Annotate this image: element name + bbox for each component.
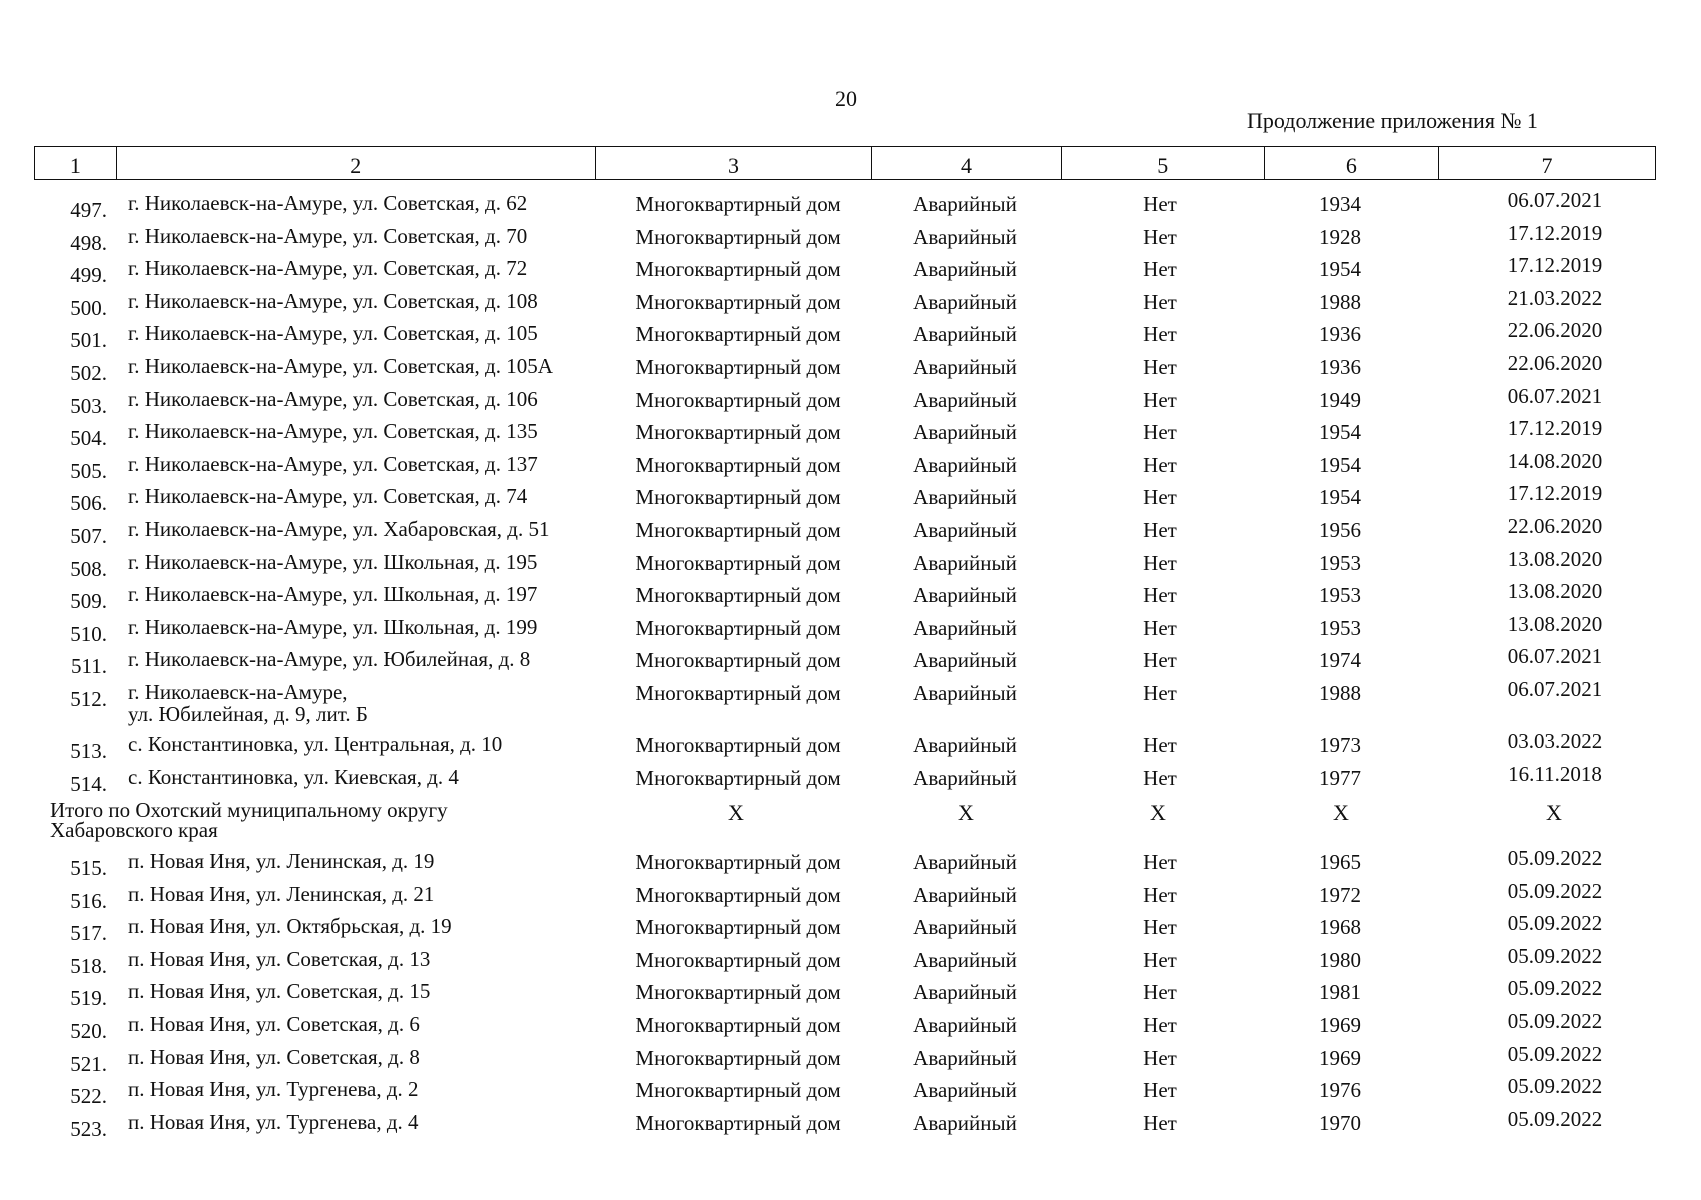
row-address: г. Николаевск-на-Амуре, ул. Школьная, д. 197 (128, 582, 538, 607)
row-number: 514. (70, 771, 107, 796)
row-type: Многоквартирный дом (635, 387, 841, 412)
row-year: 1969 (1319, 1045, 1361, 1070)
row-status: Аварийный (913, 680, 1017, 705)
row-type: Многоквартирный дом (635, 1013, 841, 1038)
row-number: 513. (70, 738, 107, 763)
row-number: 505. (70, 458, 107, 483)
row-flag: Нет (1143, 1045, 1177, 1070)
row-number: 500. (70, 295, 107, 320)
row-status: Аварийный (913, 354, 1017, 379)
table-row (0, 383, 1701, 419)
row-type: Многоквартирный дом (635, 980, 841, 1005)
table-row (0, 1076, 1701, 1109)
summary-x-col7: X (1546, 800, 1562, 826)
row-date: 05.09.2022 (1507, 976, 1603, 1001)
row-flag: Нет (1143, 192, 1177, 216)
page-number: 20 (835, 86, 857, 111)
table-row (0, 913, 1701, 946)
row-type: Многоквартирный дом (635, 517, 841, 542)
row-status: Аварийный (913, 1110, 1017, 1135)
row-number: 507. (70, 523, 107, 548)
row-address: г. Николаевск-на-Амуре, ул. Советская, д. 135 (128, 419, 538, 444)
row-date: 22.06.2020 (1507, 513, 1603, 538)
row-status: Аварийный (913, 224, 1017, 249)
row-number: 519. (70, 986, 107, 1011)
table-row (0, 513, 1701, 549)
row-flag: Нет (1143, 550, 1177, 575)
table-row (0, 848, 1701, 881)
row-date: 13.08.2020 (1507, 579, 1603, 604)
row-number: 509. (70, 589, 107, 614)
row-status: Аварийный (913, 387, 1017, 412)
table-row (0, 943, 1701, 979)
row-year: 1972 (1319, 882, 1361, 907)
row-date: 06.07.2021 (1507, 383, 1603, 408)
row-type: Многоквартирный дом (635, 322, 841, 347)
row-flag: Нет (1143, 452, 1177, 477)
row-year: 1973 (1319, 732, 1361, 757)
row-status: Аварийный (913, 452, 1017, 477)
row-type: Многоквартирный дом (635, 915, 841, 940)
table-row (0, 320, 1701, 353)
row-date: 21.03.2022 (1507, 285, 1603, 310)
row-status: Аварийный (913, 420, 1017, 445)
row-address: п. Новая Иня, ул. Советская, д. 6 (128, 1012, 420, 1037)
row-year: 1954 (1319, 485, 1361, 510)
row-status: Аварийный (913, 732, 1017, 757)
row-flag: Нет (1143, 420, 1177, 445)
row-address-line-1: г. Николаевск-на-Амуре, (128, 679, 348, 704)
row-flag: Нет (1143, 732, 1177, 757)
table-row (0, 611, 1701, 647)
row-address: г. Николаевск-на-Амуре, ул. Хабаровская, д. 51 (128, 516, 550, 541)
row-type: Многоквартирный дом (635, 1045, 841, 1070)
row-year: 1976 (1319, 1078, 1361, 1103)
column-header-1: 1 (35, 147, 117, 180)
summary-label (50, 798, 570, 843)
row-year: 1965 (1319, 850, 1361, 875)
row-flag: Нет (1143, 1110, 1177, 1135)
row-status: Аварийный (913, 915, 1017, 940)
row-address: г. Николаевск-на-Амуре, ул. Советская, д. 105 (128, 321, 538, 346)
row-address: п. Новая Иня, ул. Советская, д. 15 (128, 979, 431, 1004)
row-date: 14.08.2020 (1507, 448, 1603, 473)
row-type: Многоквартирный дом (635, 1078, 841, 1103)
row-status: Аварийный (913, 192, 1017, 216)
row-address: г. Николаевск-на-Амуре, ул. Советская, д. 72 (128, 256, 528, 281)
table-row (0, 978, 1701, 1011)
row-flag: Нет (1143, 583, 1177, 608)
row-type: Многоквартирный дом (635, 257, 841, 282)
row-number: 501. (70, 328, 107, 353)
row-year: 1953 (1319, 615, 1361, 640)
row-number: 520. (70, 1019, 107, 1044)
row-flag: Нет (1143, 257, 1177, 282)
row-number: 506. (70, 491, 107, 516)
row-address: п. Новая Иня, ул. Тургенева, д. 4 (128, 1109, 419, 1134)
row-year: 1981 (1319, 980, 1361, 1005)
row-number: 499. (70, 263, 107, 288)
continuation-note: Продолжение приложения № 1 (1247, 108, 1538, 133)
row-date: 17.12.2019 (1507, 481, 1603, 506)
row-flag: Нет (1143, 224, 1177, 249)
row-year: 1954 (1319, 452, 1361, 477)
row-flag: Нет (1143, 485, 1177, 510)
row-year: 1936 (1319, 354, 1361, 379)
row-year: 1968 (1319, 915, 1361, 940)
row-year: 1936 (1319, 322, 1361, 347)
row-status: Аварийный (913, 257, 1017, 282)
row-date: 17.12.2019 (1507, 220, 1603, 245)
row-status: Аварийный (913, 289, 1017, 314)
row-year: 1954 (1319, 257, 1361, 282)
row-status: Аварийный (913, 1013, 1017, 1038)
row-year: 1969 (1319, 1013, 1361, 1038)
row-status: Аварийный (913, 882, 1017, 907)
row-date: 06.07.2021 (1507, 644, 1603, 669)
row-number: 518. (70, 953, 107, 978)
row-address: г. Николаевск-на-Амуре, ул. Советская, д. 62 (128, 191, 528, 215)
row-status: Аварийный (913, 1045, 1017, 1070)
row-year: 1928 (1319, 224, 1361, 249)
row-number: 497. (70, 198, 107, 222)
row-address: г. Николаевск-на-Амуре, ул. Советская, д. 106 (128, 386, 538, 411)
row-type: Многоквартирный дом (635, 224, 841, 249)
row-flag: Нет (1143, 387, 1177, 412)
table-row (0, 676, 1701, 731)
row-date: 06.07.2021 (1507, 188, 1603, 212)
column-header-5: 5 (1061, 147, 1264, 180)
row-year: 1974 (1319, 648, 1361, 673)
row-flag: Нет (1143, 289, 1177, 314)
column-header-2: 2 (116, 147, 595, 180)
summary-label-line-2: Хабаровского края (50, 818, 218, 843)
row-flag: Нет (1143, 354, 1177, 379)
row-flag: Нет (1143, 765, 1177, 790)
row-number: 523. (70, 1116, 107, 1141)
row-date: 03.03.2022 (1507, 728, 1603, 753)
summary-label-line-1: Итого по Охотский муниципальному округу (50, 798, 448, 823)
row-type: Многоквартирный дом (635, 192, 841, 216)
table-row (0, 418, 1701, 451)
row-date: 17.12.2019 (1507, 416, 1603, 441)
column-header-4: 4 (872, 147, 1062, 180)
row-date: 05.09.2022 (1507, 911, 1603, 936)
row-address: п. Новая Иня, ул. Ленинская, д. 19 (128, 849, 435, 874)
column-header-row (34, 146, 1656, 180)
row-date: 05.09.2022 (1507, 1009, 1603, 1034)
table-row (0, 285, 1701, 321)
row-flag: Нет (1143, 648, 1177, 673)
row-date: 05.09.2022 (1507, 878, 1603, 903)
row-flag: Нет (1143, 850, 1177, 875)
table-row (0, 878, 1701, 914)
row-type: Многоквартирный дом (635, 452, 841, 477)
row-year: 1988 (1319, 680, 1361, 705)
table-row (0, 1011, 1701, 1044)
table-row (0, 350, 1701, 386)
row-date: 05.09.2022 (1507, 1074, 1603, 1099)
row-address: г. Николаевск-на-Амуре, ул. Советская, д. 108 (128, 288, 538, 313)
column-header-6: 6 (1264, 147, 1439, 180)
table-row (0, 1041, 1701, 1077)
row-number: 512. (70, 686, 107, 711)
row-number: 511. (71, 654, 107, 679)
row-type: Многоквартирный дом (635, 615, 841, 640)
row-address: п. Новая Иня, ул. Октябрьская, д. 19 (128, 914, 452, 939)
row-address: г. Николаевск-на-Амуре, ул. Советская, д. 105А (128, 353, 553, 378)
table-row (0, 646, 1701, 679)
row-type: Многоквартирный дом (635, 947, 841, 972)
row-number: 517. (70, 921, 107, 946)
table-row (0, 220, 1701, 256)
table-row (0, 255, 1701, 288)
row-status: Аварийный (913, 765, 1017, 790)
row-type: Многоквартирный дом (635, 420, 841, 445)
table-row (0, 581, 1701, 614)
row-flag: Нет (1143, 615, 1177, 640)
table-row (0, 728, 1701, 764)
column-header-7: 7 (1439, 147, 1656, 180)
row-address: г. Николаевск-на-Амуре, ул. Советская, д. 137 (128, 451, 538, 476)
column-header-3: 3 (595, 147, 871, 180)
row-address: г. Николаевск-на-Амуре, ул. Юбилейная, д. 8 (128, 647, 531, 672)
row-date: 22.06.2020 (1507, 318, 1603, 343)
row-type: Многоквартирный дом (635, 732, 841, 757)
row-status: Аварийный (913, 850, 1017, 875)
row-date: 05.09.2022 (1507, 846, 1603, 871)
row-status: Аварийный (913, 947, 1017, 972)
row-number: 515. (70, 856, 107, 881)
row-address: п. Новая Иня, ул. Советская, д. 8 (128, 1044, 420, 1069)
row-year: 1988 (1319, 289, 1361, 314)
row-type: Многоквартирный дом (635, 289, 841, 314)
row-number: 516. (70, 888, 107, 913)
table-row (0, 761, 1701, 797)
row-address: г. Николаевск-на-Амуре, ул. Советская, д. 70 (128, 223, 528, 248)
table-row (0, 190, 1701, 223)
row-address: г. Николаевск-на-Амуре, ул. Школьная, д. 199 (128, 614, 538, 639)
row-flag: Нет (1143, 915, 1177, 940)
row-date: 13.08.2020 (1507, 546, 1603, 571)
row-address: п. Новая Иня, ул. Советская, д. 13 (128, 946, 431, 971)
summary-x-col4: X (958, 800, 974, 826)
row-date: 22.06.2020 (1507, 350, 1603, 375)
row-year: 1954 (1319, 420, 1361, 445)
row-year: 1949 (1319, 387, 1361, 412)
summary-row (0, 796, 1701, 848)
row-address: п. Новая Иня, ул. Ленинская, д. 21 (128, 881, 435, 906)
row-address-line-2: ул. Юбилейная, д. 9, лит. Б (128, 701, 368, 726)
row-year: 1953 (1319, 583, 1361, 608)
row-date: 05.09.2022 (1507, 943, 1603, 968)
summary-x-col3: X (728, 800, 744, 826)
row-date: 17.12.2019 (1507, 253, 1603, 278)
row-date: 06.07.2021 (1507, 676, 1603, 701)
row-flag: Нет (1143, 322, 1177, 347)
row-address: г. Николаевск-на-Амуре, ул. Школьная, д. 195 (128, 549, 538, 574)
row-address: г. Николаевск-на-Амуре, ул. Советская, д. 74 (128, 484, 528, 509)
row-type: Многоквартирный дом (635, 485, 841, 510)
row-number: 502. (70, 360, 107, 385)
row-flag: Нет (1143, 1013, 1177, 1038)
row-date: 13.08.2020 (1507, 611, 1603, 636)
row-type: Многоквартирный дом (635, 765, 841, 790)
table-row (0, 546, 1701, 582)
row-year: 1953 (1319, 550, 1361, 575)
row-flag: Нет (1143, 882, 1177, 907)
row-status: Аварийный (913, 550, 1017, 575)
table-row (0, 483, 1701, 516)
row-type: Многоквартирный дом (635, 583, 841, 608)
summary-x-col6: X (1333, 800, 1349, 826)
row-number: 522. (70, 1084, 107, 1109)
row-status: Аварийный (913, 583, 1017, 608)
row-number: 510. (70, 621, 107, 646)
row-year: 1980 (1319, 947, 1361, 972)
row-status: Аварийный (913, 485, 1017, 510)
row-address: с. Константиновка, ул. Киевская, д. 4 (128, 764, 459, 789)
row-type: Многоквартирный дом (635, 550, 841, 575)
row-type: Многоквартирный дом (635, 850, 841, 875)
row-address (128, 681, 598, 725)
row-flag: Нет (1143, 980, 1177, 1005)
row-address: с. Константиновка, ул. Центральная, д. 10 (128, 731, 503, 756)
row-year: 1956 (1319, 517, 1361, 542)
row-type: Многоквартирный дом (635, 882, 841, 907)
row-flag: Нет (1143, 517, 1177, 542)
row-number: 504. (70, 426, 107, 451)
row-flag: Нет (1143, 947, 1177, 972)
row-status: Аварийный (913, 980, 1017, 1005)
row-flag: Нет (1143, 1078, 1177, 1103)
row-number: 503. (70, 393, 107, 418)
row-type: Многоквартирный дом (635, 1110, 841, 1135)
row-status: Аварийный (913, 615, 1017, 640)
row-address: п. Новая Иня, ул. Тургенева, д. 2 (128, 1077, 419, 1102)
row-date: 05.09.2022 (1507, 1106, 1603, 1131)
row-date: 16.11.2018 (1508, 761, 1602, 786)
row-status: Аварийный (913, 517, 1017, 542)
row-status: Аварийный (913, 1078, 1017, 1103)
row-number: 508. (70, 556, 107, 581)
row-type: Многоквартирный дом (635, 354, 841, 379)
row-number: 498. (70, 230, 107, 255)
row-date: 05.09.2022 (1507, 1041, 1603, 1066)
row-type: Многоквартирный дом (635, 648, 841, 673)
row-year: 1934 (1319, 192, 1361, 216)
table-row (0, 1106, 1701, 1142)
row-type: Многоквартирный дом (635, 680, 841, 705)
summary-x-col5: X (1150, 800, 1166, 826)
row-status: Аварийный (913, 648, 1017, 673)
row-status: Аварийный (913, 322, 1017, 347)
row-year: 1970 (1319, 1110, 1361, 1135)
table-row (0, 448, 1701, 484)
row-flag: Нет (1143, 680, 1177, 705)
row-year: 1977 (1319, 765, 1361, 790)
table-body (0, 190, 1701, 1141)
row-number: 521. (70, 1051, 107, 1076)
